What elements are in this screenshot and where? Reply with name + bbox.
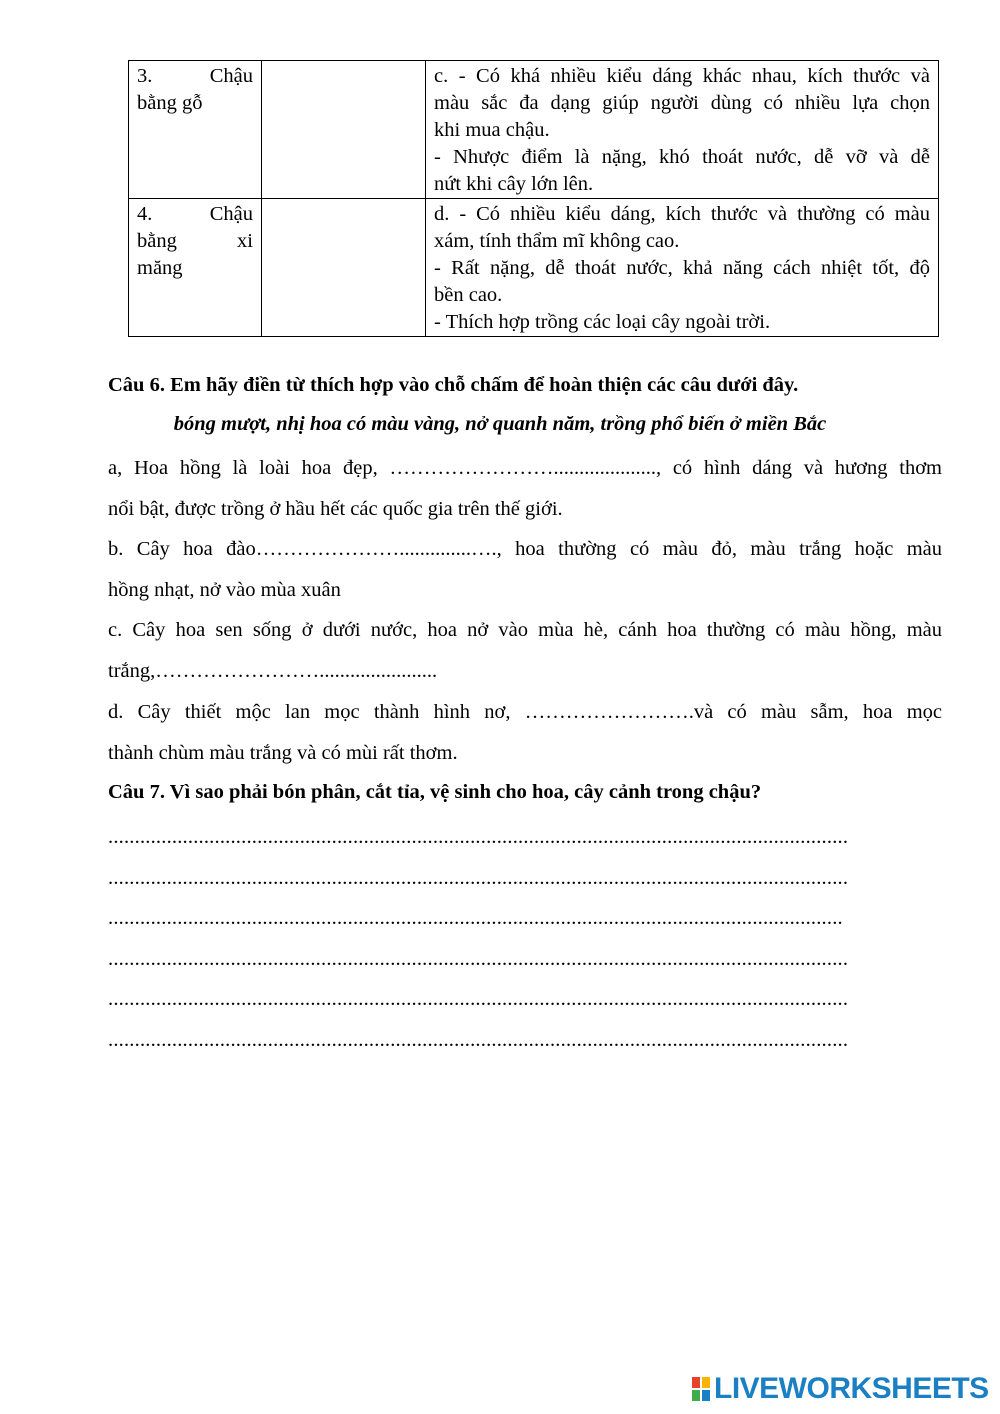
pot-name-line: 4. Chậu [137,203,253,225]
blank-answer-cell [262,199,426,337]
description-line: c. - Có khá nhiều kiểu dáng khác nhau, kích thước và [434,65,930,87]
question-6c [108,610,942,691]
sentence-line: c. Cây hoa sen sống ở dưới nước, hoa nở vào mùa hè, cánh hoa thường có màu hồng, màu [108,619,942,641]
description-line: xám, tính thẩm mĩ không cao. [434,230,680,252]
description-line: nứt khi cây lớn lên. [434,173,594,195]
pot-description-cell [426,61,939,199]
answer-area[interactable] [108,817,938,1061]
table-row [129,61,939,199]
description-line: bền cao. [434,284,503,306]
pot-name-cell [129,61,262,199]
description-line: - Thích hợp trồng các loại cây ngoài trời. [434,311,771,333]
description-line: - Nhược điểm là nặng, khó thoát nước, dễ vỡ và dễ [434,146,930,168]
pot-name-line: 3. Chậu [137,65,253,87]
description-line: khi mua chậu. [434,119,550,141]
question-6b [108,529,942,610]
pot-name-line: măng [137,257,183,279]
liveworksheets-logo [692,1370,989,1408]
sentence-line: thành chùm màu trắng và có mùi rất thơm. [108,741,458,764]
question-6d [108,692,942,773]
answer-line[interactable]: ........................................................................................................................................... [108,947,849,970]
pot-name-line: bằng gỗ [137,92,203,114]
answer-line[interactable]: ........................................................................................................................................... [108,988,849,1011]
description-line: màu sắc đa dạng giúp người dùng có nhiều lựa chọn [434,92,930,114]
table-row [129,199,939,337]
question-7-title: Câu 7. Vì sao phải bón phân, cắt tỉa, vệ sinh cho hoa, cây cảnh trong chậu? [108,781,762,803]
pot-name-line: bằng xi [137,230,253,252]
sentence-line: hồng nhạt, nở vào mùa xuân [108,578,341,601]
blank-answer-cell [262,61,426,199]
sentence-line: nổi bật, được trồng ở hầu hết các quốc gia trên thế giới. [108,497,563,520]
sentence-line: trắng,……………………....................... [108,659,438,682]
question-6a [108,448,942,529]
sentence-line: a, Hoa hồng là loài hoa đẹp, ……………………...................., có hình dáng và hương thơm [108,457,942,479]
pot-type-table [128,60,939,337]
answer-line[interactable]: .......................................................................................................................................... [108,907,843,930]
answer-line[interactable]: ........................................................................................................................................... [108,1028,849,1051]
word-bank: bóng mượt, nhị hoa có màu vàng, nở quanh năm, trồng phổ biến ở miền Bắc [173,413,827,435]
sentence-line: b. Cây hoa đào…………………..............…., hoa thường có màu đỏ, màu trắng hoặc màu [108,538,942,560]
pot-description-cell [426,199,939,337]
sentence-line: d. Cây thiết mộc lan mọc thành hình nơ, …………………….và có màu sẫm, hoa mọc [108,701,942,723]
pot-name-cell [129,199,262,337]
answer-line[interactable]: ........................................................................................................................................... [108,826,849,848]
description-line: - Rất nặng, dễ thoát nước, khả năng cách nhiệt tốt, độ [434,257,930,279]
liveworksheets-logo-icon [692,1377,710,1401]
question-6-title: Câu 6. Em hãy điền từ thích hợp vào chỗ chấm để hoàn thiện các câu dưới đây. [108,374,799,396]
logo-text: LIVEWORKSHEETS [714,1372,989,1405]
answer-line[interactable]: ........................................................................................................................................... [108,866,849,889]
description-line: d. - Có nhiều kiểu dáng, kích thước và thường có màu [434,203,930,225]
